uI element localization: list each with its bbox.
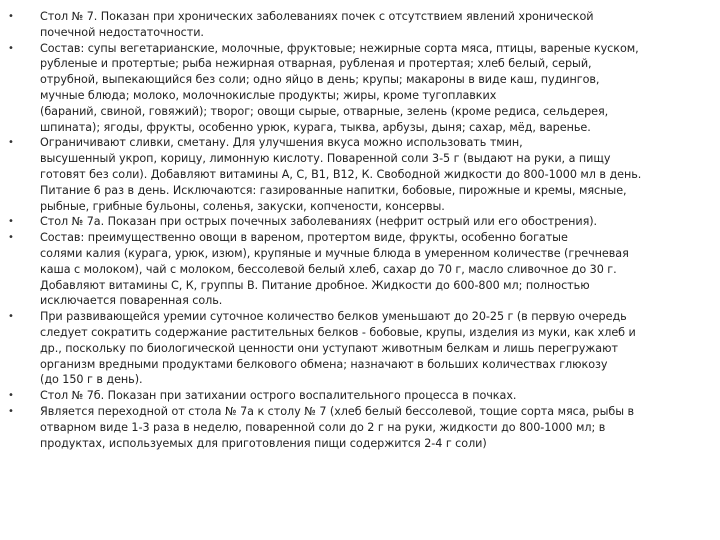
list-item-diet-7b: • Стол № 7б. Показан при затихании острого воспалительного процесса в почках. [40,388,712,404]
list-item-uremia: • При развивающейся уремии суточное количество белков уменьшают до 20-25 г (в первую очередь следует сократить содержание растительных белков - бобовые, крупы, изделия из муки, как хлеб и др., поскольку по биологической ценности они уступают животным белкам и лишь перегружают организм вредными продуктами белкового обмена; назначают в больших количествах глюкозу (до 150 г в день). [40,309,712,388]
list-item-diet-7-composition: • Состав: супы вегетарианские, молочные, фруктовые; нежирные сорта мяса, птицы, вареные куском, рубленые и протертые; рыба нежирная отварная, рубленая и протертая; хлеб белый, серый, отрубной, выпекающийся без соли; одно яйцо в день; крупы; макароны в виде каш, пудингов, мучные блюда; молоко, молочнокислые продукты; жиры, кроме тугоплавких (бараний, свиной, говяжий); творог; овощи сырые, отварные, зелень (кроме редиса, сельдерея, шпината); ягоды, фрукты, особенно урюк, курага, тыква, арбузы, дыня; сахар, мёд, варенье. [40,41,712,136]
list-item-diet-7a-composition: • Состав: преимущественно овощи в вареном, протертом виде, фрукты, особенно богатые солями калия (курага, урюк, изюм), крупяные и мучные блюда в умеренном количестве (гречневая каша с молоком), чай с молоком, бессолевой белый хлеб, сахар до 70 г, масло сливочное до 30 г. Добавляют витамины С, К, группы В. Питание дробное. Жидкости до 600-800 мл; полностью исключается поваренная соль. [40,230,712,309]
list-item-diet-7-restrictions: • Ограничивают сливки, сметану. Для улучшения вкуса можно использовать тмин, высушенный укроп, корицу, лимонную кислоту. Поваренной соли 3-5 г (выдают на руки, а пищу готовят без соли). Добавляют витамины А, С, В1, В12, К. Свободной жидкости до 800-1000 мл в день. Питание 6 раз в день. Исключаются: газированные напитки, бобовые, пирожные и кремы, мясные, рыбные, грибные бульоны, соленья, закуски, копчености, консервы. [40,135,712,214]
list-item-diet-7a: • Стол № 7а. Показан при острых почечных заболеваниях (нефрит острый или его обострения). [40,214,712,230]
bullet-list [40,9,712,451]
list-item-diet-7: • Стол № 7. Показан при хронических заболеваниях почек с отсутствием явлений хронической почечной недостаточности. [40,9,712,41]
list-item-diet-7b-transition: • Является переходной от стола № 7а к столу № 7 (хлеб белый бессолевой, тощие сорта мяса, рыбы в отварном виде 1-3 раза в неделю, поваренной соли до 2 г на руки, жидкости до 800-1000 мл; в продуктах, используемых для приготовления пищи содержится 2-4 г соли) [40,404,712,451]
